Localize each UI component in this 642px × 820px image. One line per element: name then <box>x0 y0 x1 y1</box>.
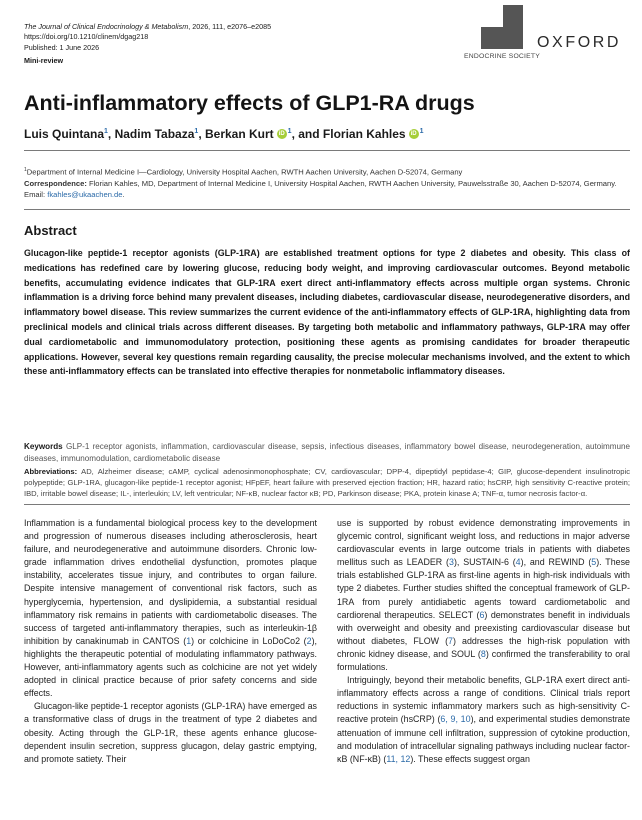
endocrine-society-logo <box>462 5 542 75</box>
body-column-right <box>337 517 630 766</box>
body-text: ), SUSTAIN-6 ( <box>453 557 516 568</box>
reference-link[interactable]: 6, 9, 10 <box>440 714 471 725</box>
body-paragraph <box>337 517 630 674</box>
body-text: ) or colchicine in LoDoCo2 ( <box>191 635 307 646</box>
published-date: Published: 1 June 2026 <box>24 42 100 52</box>
reference-link[interactable]: 8 <box>480 648 486 659</box>
body-column-left <box>24 517 317 766</box>
divider <box>24 504 630 505</box>
body-text: ), and REWIND ( <box>520 557 592 568</box>
author-name[interactable]: Luis Quintana <box>24 127 105 141</box>
body-text: Intriguingly, beyond their metabolic benefits, GLP-1RA exert direct anti-inflammatory effects across a range of conditions. Clinical trials report reductions in systemic inflammatory markers such as high-sensitivity C-reactive protein (hsCRP) ( <box>337 675 630 725</box>
abbreviations-label: Abbreviations: <box>24 467 78 476</box>
journal-citation <box>24 22 444 32</box>
reference-link[interactable]: 2 <box>306 635 312 646</box>
body-paragraph: Glucagon-like peptide-1 receptor agonists (GLP-1RA) have emerged as a transformative class of drugs in the treatment of type 2 diabetes and obesity. Acting through the GLP-1R, these agents enhance glucose-dependent insulin secretion, suppress glucagon, delay gastric emptying, and promote satiety. Their <box>24 701 317 764</box>
citation-details: , 2026, 111, e2076–e2085 <box>188 22 272 31</box>
divider <box>24 150 630 151</box>
correspondence-end: . <box>122 189 125 199</box>
abbreviations <box>24 466 630 500</box>
body-text: ). These trials established GLP-1RA as first-line agents in high-risk individuals with type 2 diabetes. Further studies shifted the conceptual framework of GLP-1RA from purely antidiabetic agents toward cardiometabolic and cardiorenal therapeutics. SELECT ( <box>337 557 630 620</box>
affiliation-marker[interactable]: 1 <box>194 128 199 135</box>
author-list <box>24 127 424 141</box>
orcid-icon[interactable]: iD <box>410 131 417 138</box>
reference-link[interactable]: 7 <box>448 635 453 646</box>
divider <box>24 209 630 210</box>
orcid-icon[interactable]: iD <box>278 131 285 138</box>
body-paragraph <box>24 517 317 700</box>
email-link[interactable]: fkahles@ukaachen.de <box>47 189 123 199</box>
endocrine-society-wordmark: ENDOCRINE SOCIETY <box>464 53 540 60</box>
author-separator: , and <box>291 127 323 141</box>
body-text: use is supported by robust evidence demonstrating improvements in glycemic control, significant weight loss, and reductions in major adverse cardiovascular events in large outcome trials in patients with diabetes mellitus such as LEADER ( <box>337 518 630 568</box>
body-text: Inflammation is a fundamental biological process key to the development and progression of numerous diseases including atherosclerosis, heart failure, and neurodegenerative and autoimmune disorders. Chronic low-grade inflammation drives endothelial dysfunction, promotes plaque instability, accelerates tissue injury, and contributes to organ failure. Despite intensive management of conventional risk factors, such as hyperglycemia, hypertension, and dyslipidemia, a substantial residual inflammatory risk remains in patients with cardiometabolic diseases. The success of targeted anti-inflammatory therapies, such as interleukin-1β inhibition by canakinumab in CANTOS ( <box>24 518 317 646</box>
correspondence-text: Florian Kahles, MD, Department of Internal Medicine I, University Hospital Aachen, RWTH Aachen University, Pauwelsstraße 30, Aachen D-52074, Germany. Email: <box>24 178 617 199</box>
reference-link[interactable]: 3 <box>449 557 454 568</box>
author-name[interactable]: Nadim Tabaza <box>114 127 195 141</box>
body-text: ), and experimental studies demonstrate attenuation of immune cell infiltration, suppression of cytokine production, and modulation of intracellular signaling pathways including nuclear factor-κB (NF-κB) ( <box>337 714 631 764</box>
author-separator: , <box>198 127 205 141</box>
body-text: ) addresses the high-risk population with chronic kidney disease, and SOUL ( <box>337 635 630 659</box>
keywords-label: Keywords <box>24 442 63 451</box>
affiliation-marker: 1 <box>24 167 27 173</box>
abbreviations-text: AD, Alzheimer disease; cAMP, cyclical adenosinmonophosphate; CV, cardiovascular; DPP-4, dipeptidyl peptidase-4; GIP, glucose-dependent insulinotropic polypeptide; GLP-1RA, glucagon-like peptide-1 receptor agonist; HFpEF, heart failure with preserved ejection fraction; HR, hazard ratio; hsCRP, high sensitivity C-reactive protein; IBD, irritable bowel disease; IL-, interleukin; LV, left ventricular; NF-κB, nuclear factor κB; PD, Parkinson disease; PKA, protein kinase A; TNF-α, tumor necrosis factor-α. <box>24 467 630 499</box>
reference-link[interactable]: 6 <box>479 609 485 620</box>
oxford-logo: OXFORD <box>537 34 622 51</box>
body-paragraph <box>337 674 630 766</box>
reference-link[interactable]: 11, 12 <box>386 753 411 764</box>
journal-name: The Journal of Clinical Endocrinology & Metabolism <box>24 22 189 31</box>
author-separator: , <box>107 127 115 141</box>
reference-link[interactable]: 1 <box>186 635 192 646</box>
affiliation-marker[interactable]: 1 <box>287 128 292 135</box>
affiliation-marker[interactable]: 1 <box>104 128 108 135</box>
reference-link[interactable]: 5 <box>591 557 597 568</box>
body-text: ) confirmed the transferability to oral formulations. <box>337 648 630 673</box>
affiliation-text: Department of Internal Medicine I—Cardiology, University Hospital Aachen, RWTH Aachen University, Aachen D-52074, Germany <box>26 167 463 177</box>
affiliation-marker[interactable]: 1 <box>419 128 424 135</box>
correspondence-label: Correspondence: <box>24 178 87 188</box>
abstract-heading: Abstract <box>24 223 77 238</box>
reference-link[interactable]: 4 <box>515 557 521 568</box>
keywords <box>24 441 630 465</box>
abstract-text: Glucagon-like peptide-1 receptor agonists (GLP-1RA) are established treatment options for type 2 diabetes and obesity. This class of medications has redefined care by lowering glucose, reducing body weight, and improving cardiovascular outcomes. Beyond metabolic benefits, accumulating evidence indicates that GLP-1RA exert direct anti-inflammatory effects across multiple organ systems. Chronic inflammation is a driving force behind many prevalent diseases, including diabetes, cardiovascular disease, neurodegenerative disorders, and inflammatory bowel disease. This review summarizes the current evidence of the anti-inflammatory effects of GLP-1RA, highlighting data from preclinical models and clinical trials across different diseases. By targeting both metabolic and inflammatory pathways, GLP-1RA may offer dual cardiometabolic and immunomodulatory protection, positioning these agents as promising candidates for broader therapeutic applications. However, several key questions remain regarding causality, the precise molecular mechanisms involved, and the extent to which these anti-inflammatory effects can be translated into effective therapies for nonmetabolic inflammatory diseases. <box>24 248 630 377</box>
body-text: ) demonstrates benefit in individuals with overweight and obesity and preexisting cardiovascular disease but without diabetes, FLOW ( <box>337 609 630 646</box>
keywords-text: GLP-1 receptor agonists, inflammation, cardiovascular disease, sepsis, infectious diseases, inflammatory bowel disease, neurodegeneration, autoimmune diseases, immunomodulation, cardiometabolic disease <box>24 442 630 463</box>
affiliations <box>24 165 630 200</box>
body-text: ), highlights the therapeutic potential of modulating inflammatory pathways. However, anti-inflammatory agents such as colchicine are not yet widely adopted in clinical practice because of prior safety concerns and side effects. <box>24 635 317 699</box>
endocrine-society-emblem <box>481 5 523 49</box>
correspondence <box>24 178 630 200</box>
author-name[interactable]: Florian Kahles <box>322 127 406 141</box>
doi-link[interactable]: https://doi.org/10.1210/clinem/dgag218 <box>24 32 149 42</box>
article-header <box>24 22 444 67</box>
author-name[interactable]: Berkan Kurt <box>204 127 274 141</box>
body-text: ). These effects suggest organ <box>410 753 530 764</box>
affiliation-line <box>24 165 630 178</box>
article-title: Anti-inflammatory effects of GLP1-RA drugs <box>24 91 475 115</box>
article-type: Mini-review <box>24 56 64 66</box>
